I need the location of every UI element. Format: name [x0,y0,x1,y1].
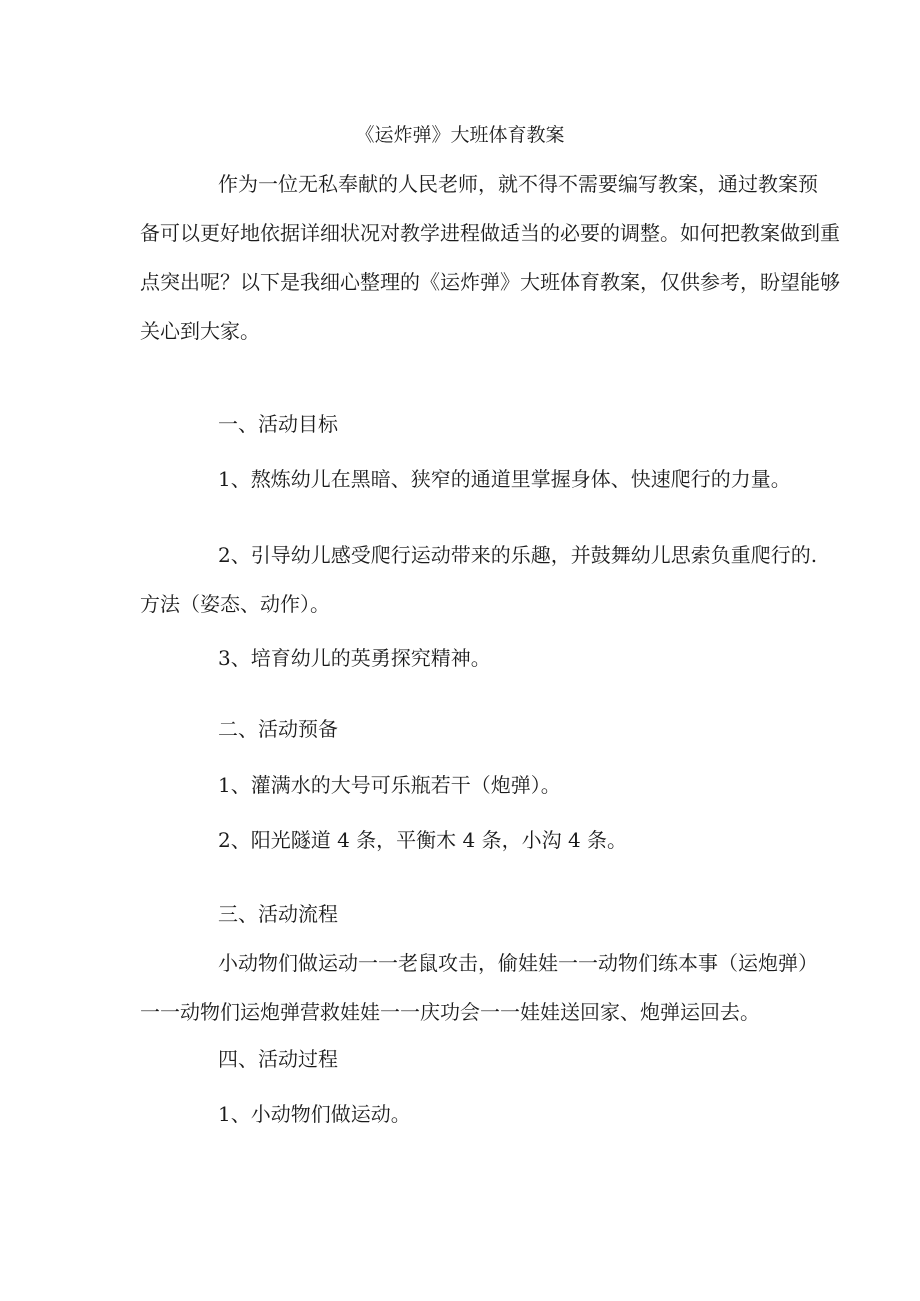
flow-line-2: 一一动物们运炮弹营救娃娃一一庆功会一一娃娃送回家、炮弹运回去。 [140,1000,760,1024]
prep-item-2: 2、阳光隧道 4 条，平衡木 4 条，小沟 4 条。 [218,828,628,852]
section-heading-goals: 一、活动目标 [218,412,338,436]
section-heading-flow: 三、活动流程 [218,902,338,926]
flow-line-1: 小动物们做运动一一老鼠攻击，偷娃娃一一动物们练本事（运炮弹） [218,951,818,975]
intro-line-3: 点突出呢？以下是我细心整理的《运炸弹》大班体育教案，仅供参考，盼望能够 [140,270,840,294]
section-heading-preparation: 二、活动预备 [218,717,338,741]
goal-item-1: 1、熬炼幼儿在黑暗、狭窄的通道里掌握身体、快速爬行的力量。 [218,467,791,491]
goal-item-3: 3、培育幼儿的英勇探究精神。 [218,646,491,670]
document-title: 《运炸弹》大班体育教案 [355,124,565,146]
section-heading-process: 四、活动过程 [218,1047,338,1071]
intro-line-1: 作为一位无私奉献的人民老师，就不得不需要编写教案，通过教案预 [218,172,818,196]
intro-line-4: 关心到大家。 [140,319,260,343]
prep-item-1: 1、灌满水的大号可乐瓶若干（炮弹）。 [218,773,561,797]
intro-line-2: 备可以更好地依据详细状况对教学进程做适当的必要的调整。如何把教案做到重 [140,221,840,245]
process-item-1: 1、小动物们做运动。 [218,1102,411,1126]
goal-item-2-line-1: 2、引导幼儿感受爬行运动带来的乐趣，并鼓舞幼儿思索负重爬行的. [218,543,818,567]
goal-item-2-line-2: 方法（姿态、动作）。 [140,592,330,616]
